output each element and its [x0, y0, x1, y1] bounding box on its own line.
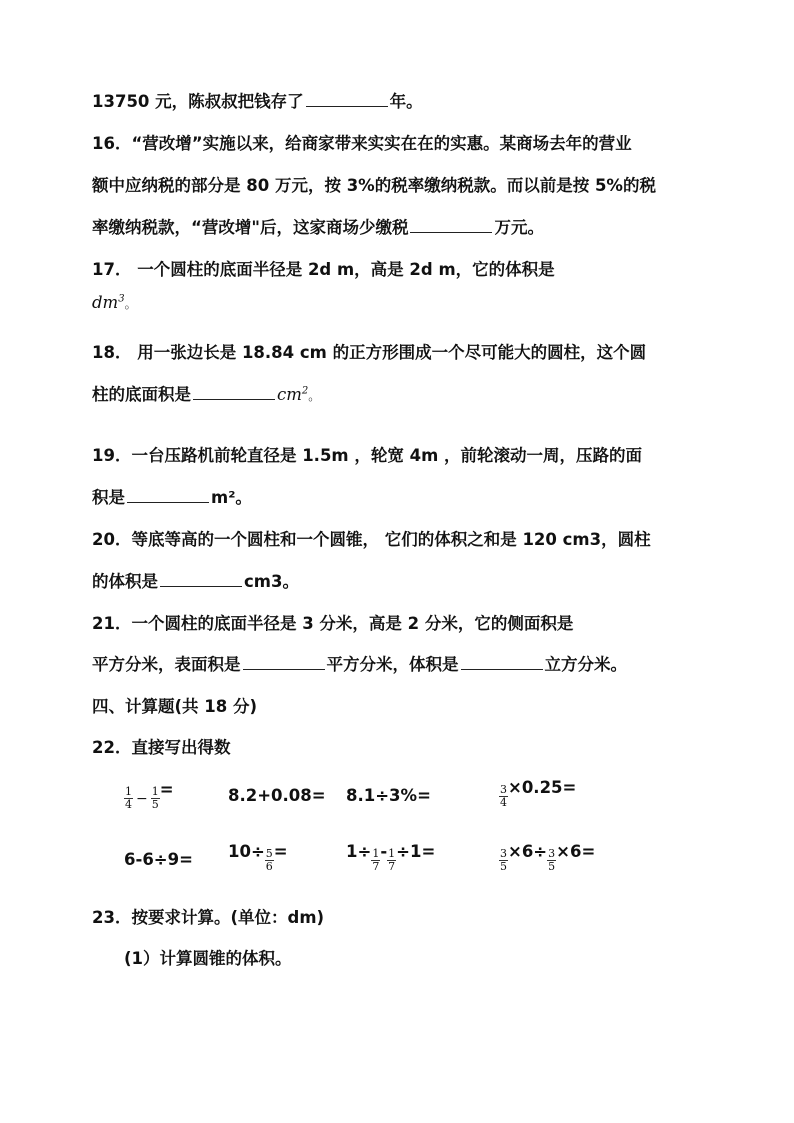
calc-item-2: 8.2+0.08= — [228, 786, 326, 805]
q20-line2: 的体积是 cm3。 — [92, 572, 299, 591]
answer-blank[interactable] — [461, 653, 543, 670]
q19-line1: 19．一台压路机前轮直径是 1.5m ，轮宽 4m ，前轮滚动一周，压路的面 — [92, 446, 643, 465]
calc-item-5: 6-6÷9= — [124, 850, 193, 869]
q23-title: 23．按要求计算。(单位：dm) — [92, 908, 325, 927]
q19-line2: 积是 m²。 — [92, 488, 252, 507]
q22-title: 22．直接写出得数 — [92, 738, 231, 757]
calc-item-7: 1÷ $\frac{1}{7}$ - $\frac{1}{7}$ ÷1= — [346, 842, 436, 873]
q16-line1: 16．“营改增”实施以来，给商家带来实实在在的实惠。某商场去年的营业 — [92, 134, 632, 153]
q16-line2: 额中应纳税的部分是 80 万元，按 3%的税率缴纳税款。而以前是按 5%的税 — [92, 176, 656, 195]
section-title: 四、计算题(共 18 分) — [92, 697, 258, 716]
calc-item-3: 8.1÷3%= — [346, 786, 431, 805]
calc-item-1: $\frac{1}{4}$ − $\frac{1}{5}$ = — [125, 780, 174, 811]
calc-item-4: $\frac{3}{4}$ ×0.25= — [500, 778, 577, 809]
q15-tail: 13750 元，陈叔叔把钱存了 年。 — [92, 92, 423, 111]
calc-item-8: $\frac{3}{5}$ ×6÷ $\frac{3}{5}$ ×6= — [500, 842, 596, 873]
q18-line1: 18． 用一张边长是 18.84 cm 的正方形围成一个尽可能大的圆柱，这个圆 — [92, 343, 647, 362]
q17-line1: 17． 一个圆柱的底面半径是 2d m，高是 2d m，它的体积是 — [92, 260, 555, 279]
q21-line2: 平方分米，表面积是 平方分米，体积是 立方分米。 — [92, 655, 627, 674]
answer-blank[interactable] — [410, 216, 492, 233]
q17-line2: $dm^3$。 — [92, 293, 137, 312]
calc-item-6: 10÷ $\frac{5}{6}$ = — [228, 842, 288, 873]
q23-sub1: (1）计算圆锥的体积。 — [124, 949, 292, 968]
q20-line1: 20．等底等高的一个圆柱和一个圆锥， 它们的体积之和是 120 cm3，圆柱 — [92, 530, 651, 549]
answer-blank[interactable] — [243, 653, 325, 670]
q16-line3: 率缴纳税款，“营改增"后，这家商场少缴税 万元。 — [92, 218, 544, 237]
answer-blank[interactable] — [193, 383, 275, 400]
q21-line1: 21．一个圆柱的底面半径是 3 分米，高是 2 分米，它的侧面积是 — [92, 614, 574, 633]
answer-blank[interactable] — [306, 90, 388, 107]
answer-blank[interactable] — [160, 570, 242, 587]
q18-line2: 柱的底面积是 $cm^2$。 — [92, 385, 321, 404]
answer-blank[interactable] — [127, 486, 209, 503]
